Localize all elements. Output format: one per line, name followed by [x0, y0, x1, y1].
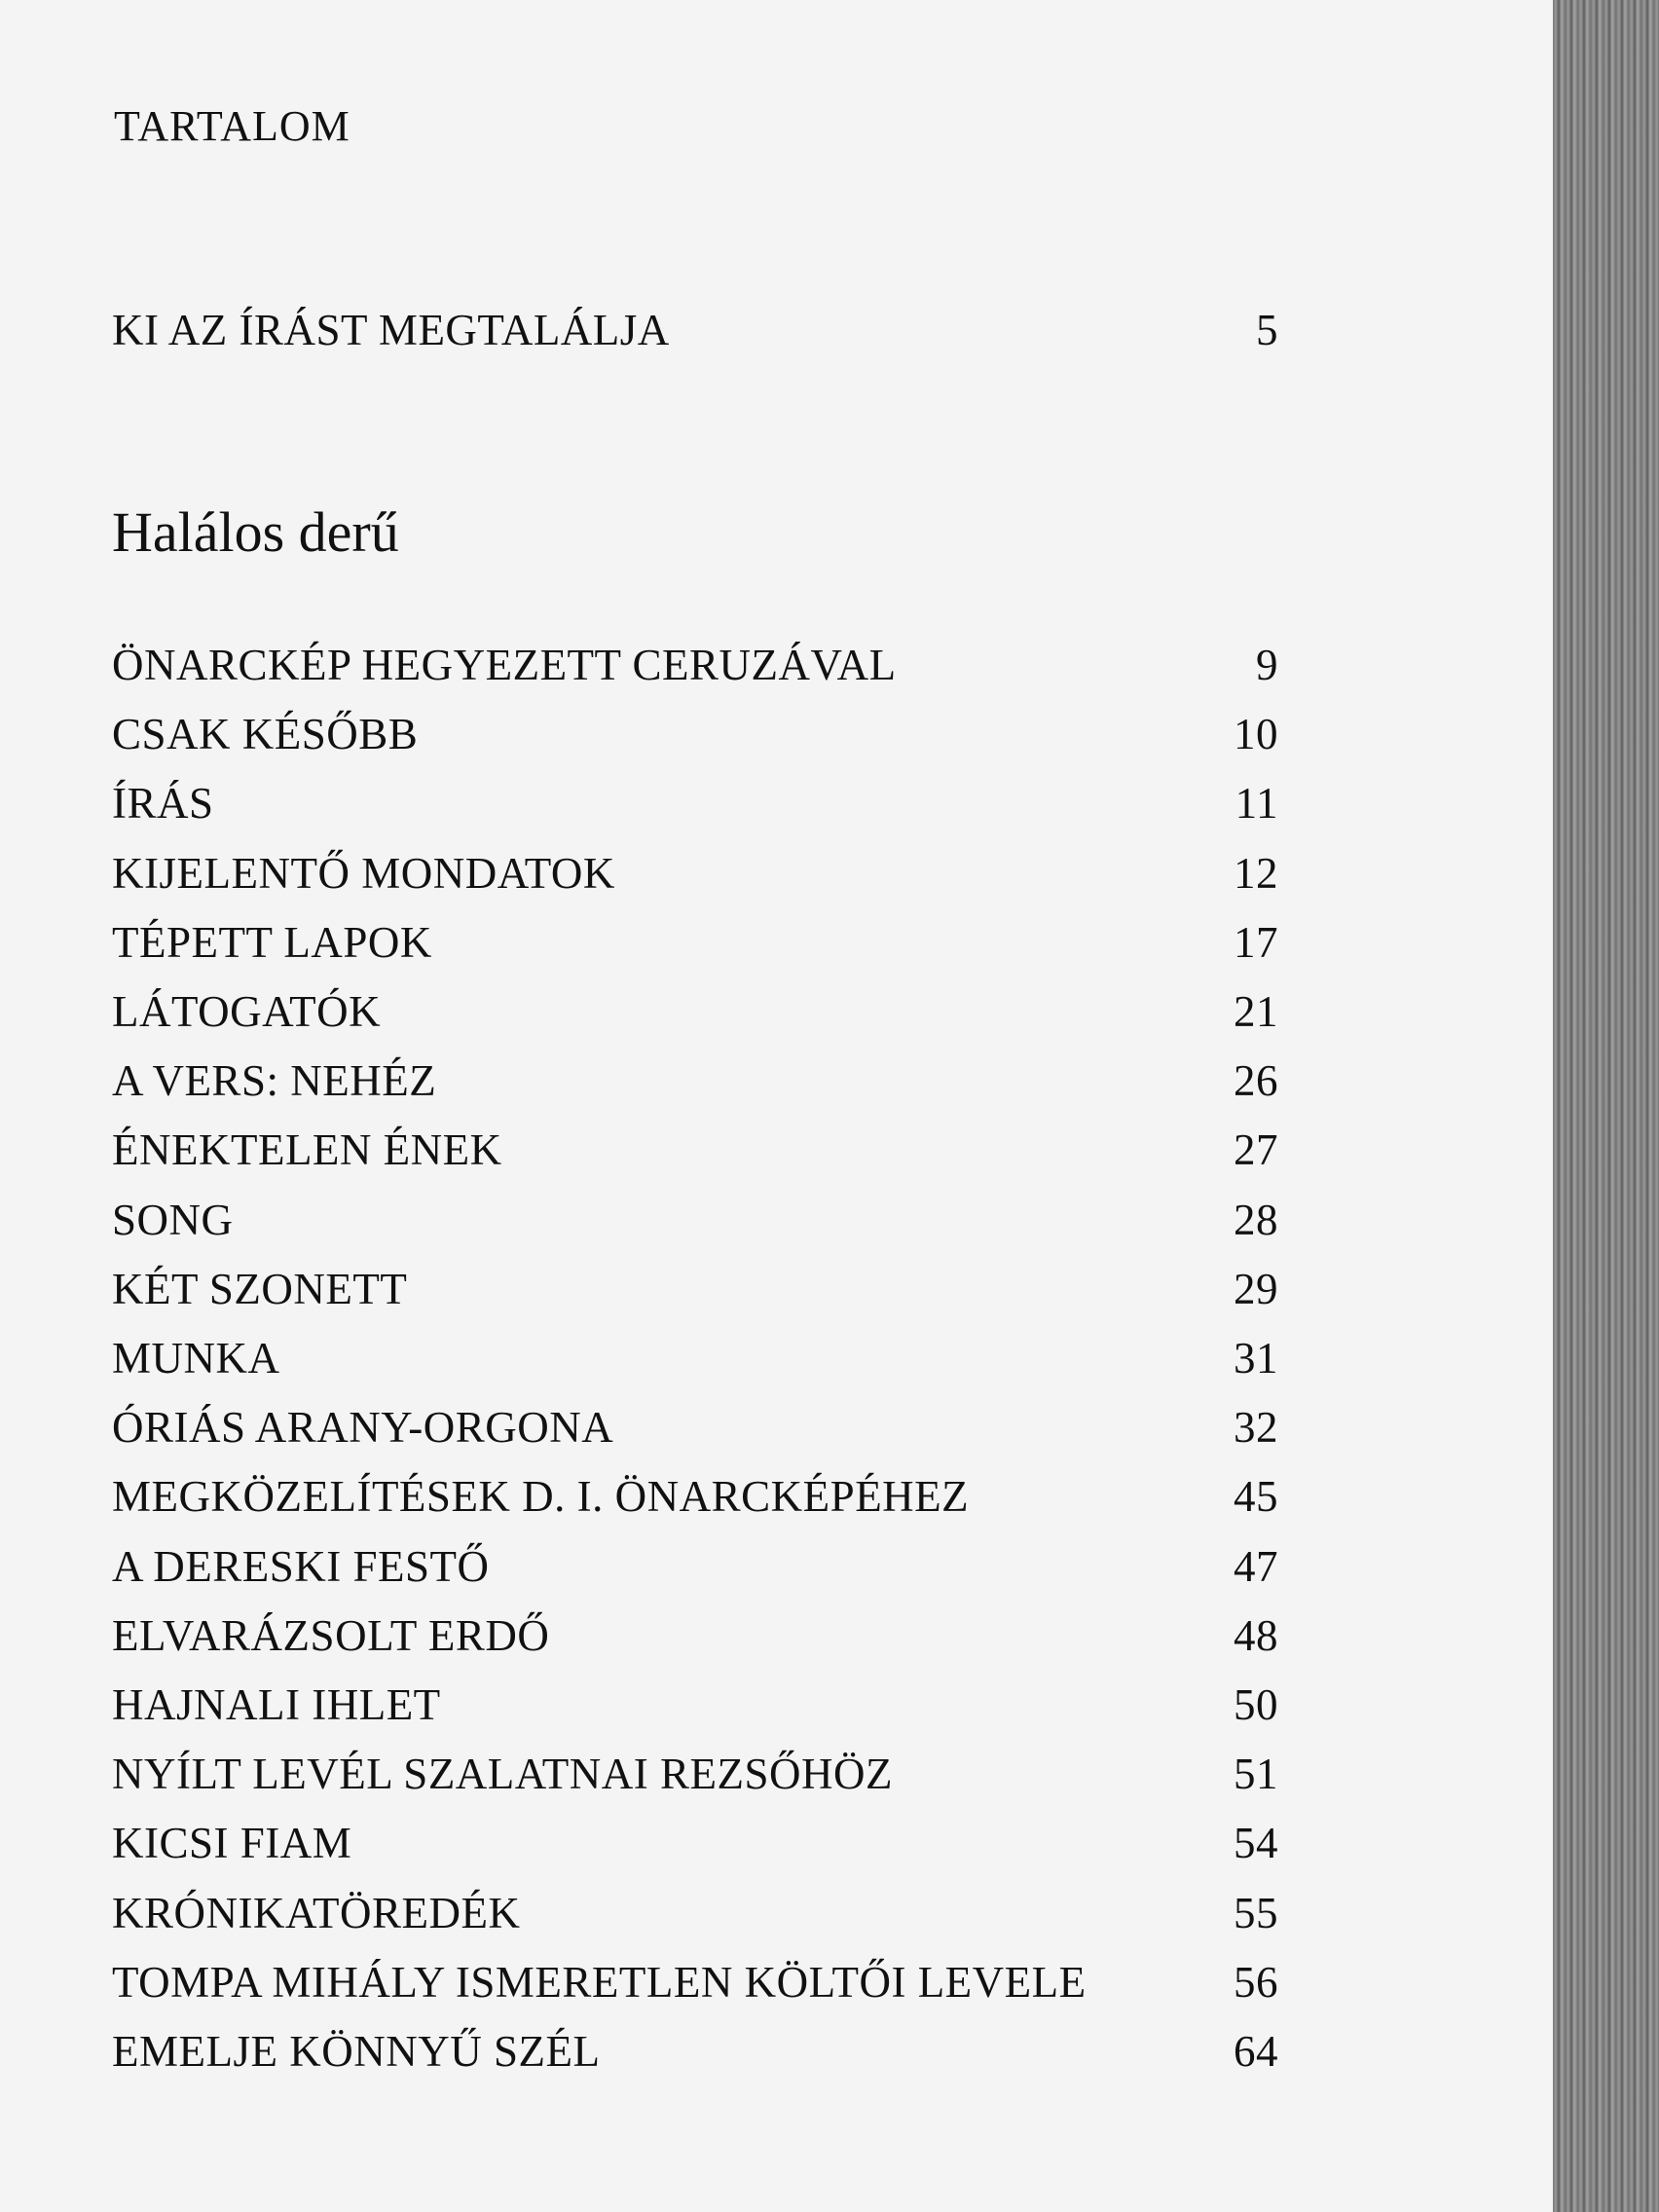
toc-entry-title: ÉNEKTELEN ÉNEK: [112, 1125, 502, 1174]
toc-entry-page: 32: [1234, 1403, 1278, 1452]
toc-entry-title: KIJELENTŐ MONDATOK: [112, 849, 615, 898]
toc-entry-title: ÖNARCKÉP HEGYEZETT CERUZÁVAL: [112, 641, 897, 689]
toc-entry-title: A DERESKI FESTŐ: [112, 1542, 490, 1591]
toc-entry-page: 17: [1234, 918, 1278, 967]
toc-entry-page: 27: [1234, 1125, 1278, 1174]
toc-entry-page: 26: [1234, 1056, 1278, 1105]
toc-entry-title: MUNKA: [112, 1334, 280, 1382]
toc-entry-page: 48: [1234, 1611, 1278, 1660]
toc-entry-title: EMELJE KÖNNYŰ SZÉL: [112, 2027, 601, 2076]
toc-entry-title: HAJNALI IHLET: [112, 1680, 441, 1729]
toc-entry-page: 11: [1235, 779, 1278, 828]
watermark: [0, 2171, 584, 2212]
toc-entry-page: 28: [1234, 1196, 1278, 1244]
toc-entry-page: 55: [1234, 1889, 1278, 1937]
toc-entry-title: ÍRÁS: [112, 779, 214, 828]
toc-entry-title: ÓRIÁS ARANY-ORGONA: [112, 1403, 614, 1452]
toc-entry-page: 56: [1234, 1958, 1278, 2007]
toc-entry-page: 10: [1234, 710, 1278, 758]
section-title: Halálos derű: [112, 500, 399, 564]
toc-entry-page: 47: [1234, 1542, 1278, 1591]
toc-entry-title: KI AZ ÍRÁST MEGTALÁLJA: [112, 306, 670, 354]
toc-entry-page: 51: [1234, 1750, 1278, 1798]
book-binding-edge: [1553, 0, 1659, 2212]
toc-entry-page: 12: [1234, 849, 1278, 898]
toc-entry-title: MEGKÖZELÍTÉSEK D. I. ÖNARCKÉPÉHEZ: [112, 1472, 970, 1521]
toc-entry-page: 50: [1234, 1680, 1278, 1729]
toc-entry-title: SONG: [112, 1196, 234, 1244]
toc-entry-page: 31: [1234, 1334, 1278, 1382]
toc-entry-page: 21: [1234, 987, 1278, 1036]
toc-entry-title: KRÓNIKATÖREDÉK: [112, 1889, 521, 1937]
toc-entry-title: A VERS: NEHÉZ: [112, 1056, 437, 1105]
toc-entry-title: ELVARÁZSOLT ERDŐ: [112, 1611, 550, 1660]
toc-entry-title: NYÍLT LEVÉL SZALATNAI REZSŐHÖZ: [112, 1750, 894, 1798]
toc-entry-page: 9: [1256, 641, 1278, 689]
toc-entry-page: 5: [1256, 306, 1278, 354]
toc-entry-page: 54: [1234, 1819, 1278, 1867]
toc-entry-title: LÁTOGATÓK: [112, 987, 382, 1036]
toc-entry-title: TÉPETT LAPOK: [112, 918, 432, 967]
toc-entry-title: KICSI FIAM: [112, 1819, 352, 1867]
toc-heading: TARTALOM: [114, 102, 350, 150]
toc-entry-page: 29: [1234, 1265, 1278, 1313]
toc-entry-page: 45: [1234, 1472, 1278, 1521]
toc-entry-title: KÉT SZONETT: [112, 1265, 408, 1313]
toc-entry-title: CSAK KÉSŐBB: [112, 710, 419, 758]
toc-entry-page: 64: [1234, 2027, 1278, 2076]
toc-entry-title: TOMPA MIHÁLY ISMERETLEN KÖLTŐI LEVELE: [112, 1958, 1087, 2007]
